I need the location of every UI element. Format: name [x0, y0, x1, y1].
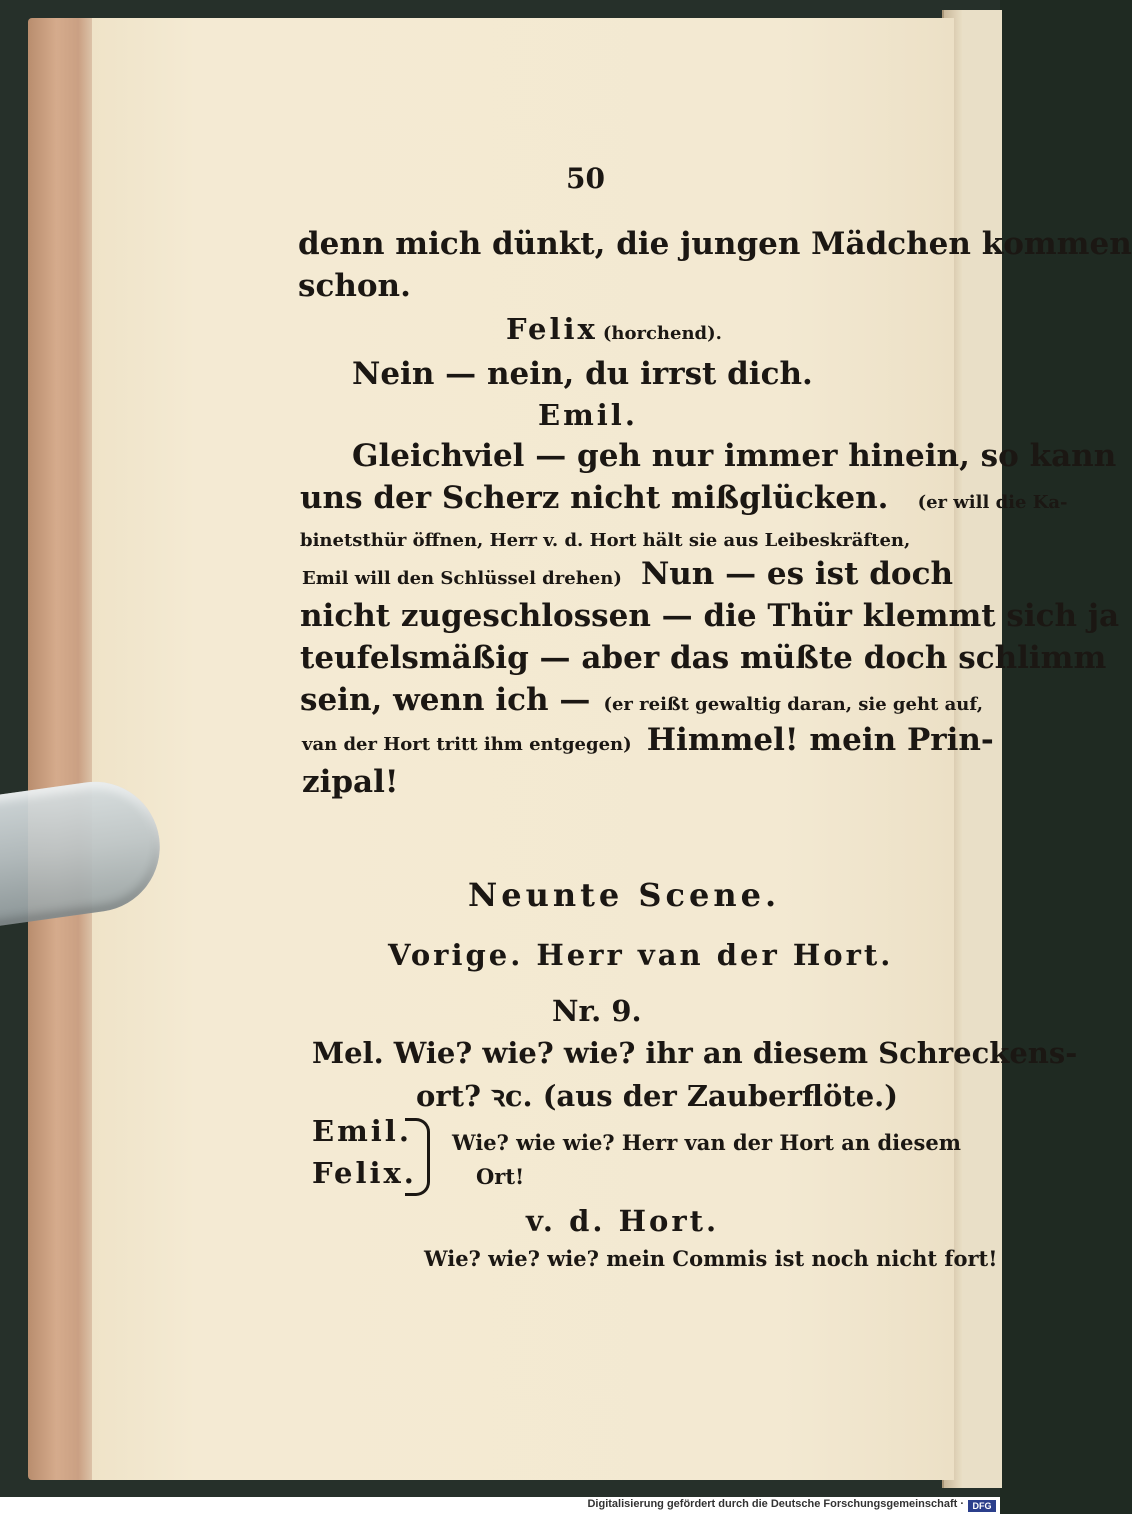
page-edge [28, 18, 100, 1480]
scene-cast: Vorige. Herr van der Hort. [388, 938, 894, 972]
song-number: Nr. 9. [552, 994, 642, 1028]
speaker-name: Emil. [538, 398, 638, 432]
dfg-logo: DFG [968, 1500, 996, 1512]
stage-direction: (horchend). [602, 323, 722, 344]
curly-brace-icon [405, 1118, 430, 1196]
text-line: Nein — nein, du irrst dich. [352, 356, 813, 392]
text-line: Gleichviel — geh nur immer hinein, so kann [352, 438, 1117, 474]
text-line-mixed [300, 682, 983, 718]
text-line-mixed [300, 480, 1068, 516]
text-line: nicht zugeschlossen — die Thür klemmt sich ja [300, 598, 1120, 634]
melody-line: ort? ꝛc. (aus der Zauberflöte.) [416, 1079, 898, 1113]
melody-line: Mel. Wie? wie? wie? ihr an diesem Schreckens- [312, 1036, 1078, 1070]
text-segment: Nun — es ist doch [640, 556, 954, 592]
stage-direction: Emil will den Schlüssel drehen) [302, 568, 622, 589]
text-line-mixed [302, 722, 994, 758]
text-line: schon. [298, 268, 411, 304]
text-segment: uns der Scherz nicht mißglücken. [300, 480, 889, 516]
stage-direction: (er will die Ka- [917, 492, 1068, 513]
duet-line: Wie? wie wie? Herr van der Hort an diesem [452, 1130, 961, 1155]
speaker-line [506, 312, 722, 346]
text-line: teufelsmäßig — aber das müßte doch schlimm [300, 640, 1107, 676]
speaker-name: Felix [506, 312, 598, 346]
stage-direction: (er reißt gewaltig daran, sie geht auf, [603, 694, 984, 715]
duet-speaker: Emil. [312, 1114, 412, 1148]
footer-credit: Digitalisierung gefördert durch die Deutsche Forschungsgemeinschaft · [587, 1498, 964, 1510]
stage-direction: binetsthür öffnen, Herr v. d. Hort hält sie aus Leibeskräften, [300, 530, 911, 551]
text-line: Wie? wie? wie? mein Commis ist noch nicht fort! [424, 1246, 998, 1271]
stage-direction: van der Hort tritt ihm entgegen) [302, 734, 632, 755]
text-line-mixed [302, 556, 953, 592]
duet-speaker: Felix. [312, 1156, 417, 1190]
scene-title: Neunte Scene. [468, 876, 781, 914]
duet-line: Ort! [476, 1164, 525, 1189]
text-line: zipal! [302, 764, 399, 800]
page-number: 50 [566, 162, 605, 195]
text-line: denn mich dünkt, die jungen Mädchen kommen [298, 226, 1132, 262]
text-segment: sein, wenn ich — [300, 682, 591, 718]
text-segment: Himmel! mein Prin- [646, 722, 994, 758]
speaker-name: v. d. Hort. [526, 1204, 720, 1238]
